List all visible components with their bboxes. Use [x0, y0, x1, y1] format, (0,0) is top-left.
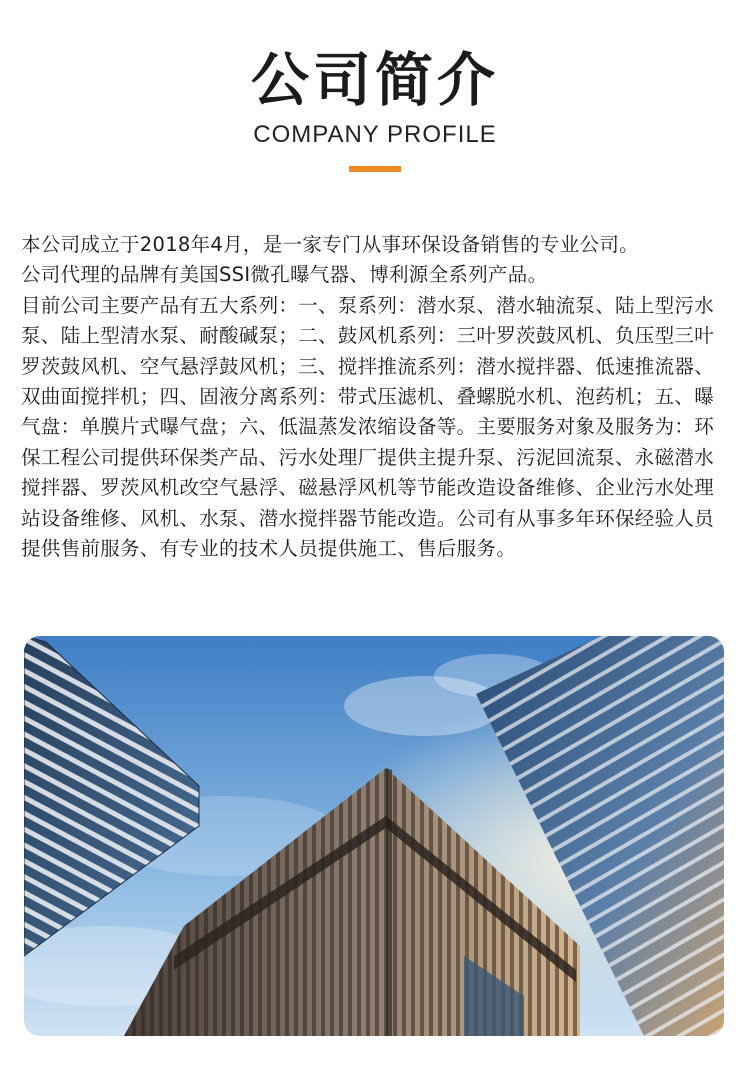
intro-paragraph-brands: 公司代理的品牌有美国SSI微孔曝气器、博利源全系列产品。 [21, 263, 548, 287]
intro-paragraph-founding: 本公司成立于2018年4月，是一家专门从事环保设备销售的专业公司。 [21, 233, 639, 256]
section-header [0, 40, 750, 150]
intro-paragraph-products: 目前公司主要产品有五大系列：一、泵系列：潜水泵、潜水轴流泵、陆上型污水泵、陆上型清水泵、耐酸碱泵；二、鼓风机系列：三叶罗茨鼓风机、负压型三叶罗茨鼓风机、空气悬浮鼓风机；三、搅拌推流系列：潜水搅拌器、低速推流器、双曲面搅拌机；四、固液分离系列：带式压滤机、叠螺脱水机、泡药机；五、曝气盘：单膜片式曝气盘；六、低温蒸发浓缩设备等。主要服务对象及服务为：环保工程公司提供环保类产品、污水处理厂提供主提升泵、污泥回流泵、永磁潜水搅拌器、罗茨风机改空气悬浮、磁悬浮风机等节能改造设备维修、企业污水处理站设备维修、风机、水泵、潜水搅拌器节能改造。公司有从事多年环保经验人员提供售前服务、有专业的技术人员提供施工、售后服务。 [21, 293, 715, 561]
page-subtitle: COMPANY PROFILE [253, 121, 497, 148]
title-underline-accent [349, 166, 401, 172]
office-buildings-image [24, 636, 724, 1036]
company-intro-text [21, 230, 731, 564]
buildings-photo [24, 636, 724, 1036]
page-title: 公司简介 [250, 46, 499, 114]
